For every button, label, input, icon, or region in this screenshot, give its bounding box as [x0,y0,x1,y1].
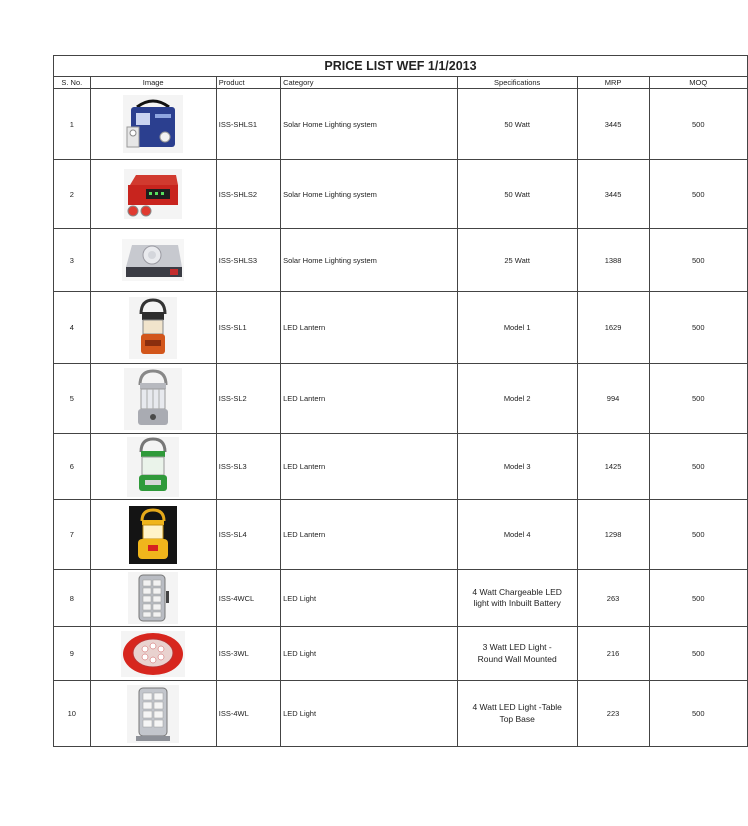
row-mrp: 263 [577,570,649,627]
row-category: LED Lantern [281,364,458,434]
row-spec: 50 Watt [457,160,577,229]
row-sno: 8 [54,570,91,627]
row-product: ISS-3WL [216,627,280,681]
row-sno: 2 [54,160,91,229]
product-image [90,89,216,160]
row-spec: 50 Watt [457,89,577,160]
row-moq: 500 [649,627,748,681]
row-spec: 25 Watt [457,229,577,292]
table-row [54,229,748,292]
row-moq: 500 [649,681,748,747]
table-row [54,292,748,364]
col-header-sno: S. No. [54,77,91,89]
row-moq: 500 [649,292,748,364]
row-moq: 500 [649,434,748,500]
product-image [90,570,216,627]
led-lantern-yellow-icon [128,505,178,565]
row-sno: 3 [54,229,91,292]
spec-line: 4 Watt LED Light -Table [472,702,562,713]
table-row [54,500,748,570]
row-product: ISS-SL1 [216,292,280,364]
col-header-mrp: MRP [577,77,649,89]
row-category: Solar Home Lighting system [281,160,458,229]
row-product: ISS-4WL [216,681,280,747]
col-header-image: Image [90,77,216,89]
row-category: LED Light [281,570,458,627]
row-sno: 4 [54,292,91,364]
row-mrp: 3445 [577,160,649,229]
spec-line: light with Inbuilt Battery [473,598,561,608]
row-moq: 500 [649,500,748,570]
row-category: LED Light [281,681,458,747]
row-sno: 9 [54,627,91,681]
product-image [90,434,216,500]
row-category: Solar Home Lighting system [281,89,458,160]
row-category: Solar Home Lighting system [281,229,458,292]
row-spec [457,570,577,627]
row-mrp: 1425 [577,434,649,500]
row-sno: 1 [54,89,91,160]
product-image [90,627,216,681]
led-panel-light-icon [127,571,179,625]
spec-line: Round Wall Mounted [477,653,557,664]
row-category: LED Lantern [281,292,458,364]
row-sno: 6 [54,434,91,500]
row-sno: 7 [54,500,91,570]
table-row [54,160,748,229]
price-list-table [53,55,748,747]
row-mrp: 3445 [577,89,649,160]
row-mrp: 994 [577,364,649,434]
table-row [54,681,748,747]
row-product: ISS-SL2 [216,364,280,434]
row-moq: 500 [649,160,748,229]
row-sno: 5 [54,364,91,434]
row-mrp: 1298 [577,500,649,570]
row-product: ISS-SHLS2 [216,160,280,229]
row-category: LED Lantern [281,434,458,500]
product-image [90,681,216,747]
row-moq: 500 [649,89,748,160]
row-mrp: 1388 [577,229,649,292]
row-spec: Model 1 [457,292,577,364]
row-product: ISS-SHLS3 [216,229,280,292]
table-row [54,570,748,627]
row-category: LED Light [281,627,458,681]
row-spec [457,681,577,747]
row-product: ISS-SHLS1 [216,89,280,160]
solar-home-system-blue-icon [119,93,187,155]
page-title: PRICE LIST WEF 1/1/2013 [54,56,748,77]
row-spec: Model 2 [457,364,577,434]
led-lantern-orange-icon [127,296,179,360]
round-wall-light-icon [120,630,186,678]
row-spec [457,627,577,681]
col-header-moq: MOQ [649,77,748,89]
solar-home-system-grey-icon [120,237,186,283]
table-row [54,434,748,500]
row-moq: 500 [649,364,748,434]
spec-line: Top Base [499,713,535,724]
product-image [90,229,216,292]
row-mrp: 216 [577,627,649,681]
product-image [90,160,216,229]
spec-line: 4 Watt Chargeable LED [472,586,562,597]
product-image [90,292,216,364]
led-table-light-icon [126,684,180,744]
table-row [54,364,748,434]
table-row [54,627,748,681]
row-product: ISS-4WCL [216,570,280,627]
row-spec: Model 4 [457,500,577,570]
row-spec: Model 3 [457,434,577,500]
row-moq: 500 [649,570,748,627]
table-row [54,89,748,160]
led-lantern-green-icon [125,436,181,498]
product-image [90,500,216,570]
row-sno: 10 [54,681,91,747]
row-mrp: 1629 [577,292,649,364]
row-product: ISS-SL3 [216,434,280,500]
row-moq: 500 [649,229,748,292]
spec-line: 3 Watt LED Light - [482,642,552,653]
row-category: LED Lantern [281,500,458,570]
led-lantern-silver-icon [122,367,184,431]
row-product: ISS-SL4 [216,500,280,570]
col-header-product: Product [216,77,280,89]
row-mrp: 223 [577,681,649,747]
col-header-category: Category [281,77,458,89]
header-row [54,77,748,89]
product-image [90,364,216,434]
solar-home-system-red-icon [122,167,184,221]
col-header-specifications: Specifications [457,77,577,89]
